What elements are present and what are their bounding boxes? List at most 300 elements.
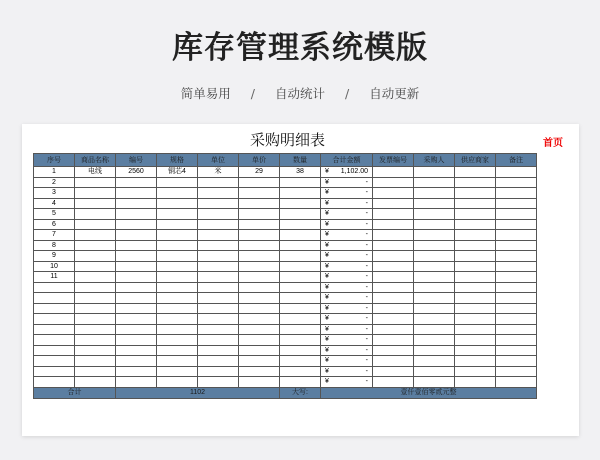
amount-cell[interactable] <box>321 314 373 325</box>
table-cell[interactable] <box>75 282 116 293</box>
table-cell[interactable] <box>455 314 496 325</box>
separator: / <box>345 86 350 101</box>
table-cell[interactable] <box>75 303 116 314</box>
column-header: 单价 <box>239 154 280 167</box>
table-cell[interactable] <box>116 377 157 388</box>
table-cell[interactable] <box>373 219 414 230</box>
table-cell[interactable] <box>116 282 157 293</box>
table-cell[interactable] <box>280 345 321 356</box>
table-cell[interactable] <box>116 366 157 377</box>
amount-cell[interactable] <box>321 219 373 230</box>
table-cell[interactable] <box>75 345 116 356</box>
table-cell[interactable] <box>455 356 496 367</box>
table-cell[interactable] <box>75 324 116 335</box>
table-cell[interactable] <box>239 366 280 377</box>
table-cell[interactable] <box>239 272 280 283</box>
table-cell[interactable] <box>198 324 239 335</box>
table-cell[interactable] <box>496 230 537 241</box>
table-cell[interactable] <box>157 240 198 251</box>
amount-cell[interactable] <box>321 251 373 262</box>
table-cell[interactable] <box>198 272 239 283</box>
amount-cell[interactable] <box>321 345 373 356</box>
amount-cell[interactable] <box>321 356 373 367</box>
total-qty: 1102 <box>116 387 280 398</box>
table-cell[interactable] <box>414 230 455 241</box>
currency-symbol: ¥ <box>325 168 329 176</box>
table-cell[interactable] <box>373 356 414 367</box>
table-cell[interactable]: 6 <box>34 219 75 230</box>
table-cell[interactable] <box>34 377 75 388</box>
table-cell[interactable] <box>373 198 414 209</box>
table-cell[interactable] <box>198 188 239 199</box>
table-cell[interactable] <box>280 188 321 199</box>
table-cell[interactable] <box>455 366 496 377</box>
table-cell[interactable] <box>239 282 280 293</box>
table-cell[interactable] <box>75 198 116 209</box>
table-cell[interactable] <box>496 261 537 272</box>
amount-cell[interactable] <box>321 335 373 346</box>
table-cell[interactable]: 米 <box>198 167 239 178</box>
table-cell[interactable] <box>116 314 157 325</box>
column-header: 单位 <box>198 154 239 167</box>
table-cell[interactable] <box>414 177 455 188</box>
table-cell[interactable] <box>373 293 414 304</box>
table-cell[interactable] <box>373 240 414 251</box>
table-cell[interactable]: 电线 <box>75 167 116 178</box>
table-cell[interactable] <box>496 209 537 220</box>
table-cell[interactable] <box>280 282 321 293</box>
table-cell[interactable] <box>198 303 239 314</box>
table-row <box>34 366 537 377</box>
table-cell[interactable] <box>75 293 116 304</box>
table-cell[interactable] <box>496 345 537 356</box>
table-row <box>34 188 537 199</box>
column-header: 商品名称 <box>75 154 116 167</box>
table-cell[interactable] <box>75 314 116 325</box>
table-row <box>34 345 537 356</box>
table-cell[interactable] <box>157 324 198 335</box>
table-cell[interactable]: 8 <box>34 240 75 251</box>
table-cell[interactable] <box>280 261 321 272</box>
table-cell[interactable] <box>414 345 455 356</box>
table-cell[interactable] <box>496 251 537 262</box>
amount-value: - <box>365 199 368 207</box>
amount-cell[interactable] <box>321 366 373 377</box>
table-cell[interactable] <box>496 167 537 178</box>
currency-symbol: ¥ <box>325 336 329 344</box>
table-cell[interactable] <box>157 198 198 209</box>
table-cell[interactable] <box>75 335 116 346</box>
table-cell[interactable] <box>198 282 239 293</box>
table-cell[interactable] <box>373 167 414 178</box>
currency-symbol: ¥ <box>325 262 329 270</box>
amount-cell[interactable] <box>321 167 373 178</box>
spreadsheet-panel <box>22 124 579 436</box>
amount-value: - <box>365 304 368 312</box>
table-cell[interactable] <box>75 209 116 220</box>
table-cell[interactable] <box>116 324 157 335</box>
table-cell[interactable] <box>75 356 116 367</box>
currency-symbol: ¥ <box>325 378 329 386</box>
table-cell[interactable] <box>157 209 198 220</box>
table-cell[interactable] <box>414 167 455 178</box>
table-cell[interactable] <box>280 366 321 377</box>
table-cell[interactable] <box>455 209 496 220</box>
table-cell[interactable] <box>414 219 455 230</box>
table-cell[interactable] <box>414 282 455 293</box>
table-cell[interactable] <box>373 335 414 346</box>
table-cell[interactable] <box>496 272 537 283</box>
table-cell[interactable] <box>157 293 198 304</box>
table-cell[interactable] <box>157 303 198 314</box>
table-cell[interactable] <box>116 198 157 209</box>
table-cell[interactable] <box>198 209 239 220</box>
table-cell[interactable] <box>496 219 537 230</box>
table-cell[interactable] <box>239 230 280 241</box>
table-cell[interactable] <box>198 377 239 388</box>
table-cell[interactable] <box>455 261 496 272</box>
currency-symbol: ¥ <box>325 346 329 354</box>
amount-cell[interactable] <box>321 377 373 388</box>
table-cell[interactable] <box>280 272 321 283</box>
table-row <box>34 303 537 314</box>
table-cell[interactable] <box>414 272 455 283</box>
table-cell[interactable] <box>239 261 280 272</box>
table-cell[interactable] <box>414 251 455 262</box>
table-cell[interactable] <box>414 293 455 304</box>
table-cell[interactable] <box>373 272 414 283</box>
table-cell[interactable] <box>280 219 321 230</box>
table-cell[interactable] <box>157 377 198 388</box>
table-cell[interactable] <box>116 261 157 272</box>
table-cell[interactable] <box>496 303 537 314</box>
table-cell[interactable] <box>116 219 157 230</box>
table-cell[interactable] <box>239 377 280 388</box>
table-cell[interactable] <box>280 324 321 335</box>
amount-cell[interactable] <box>321 177 373 188</box>
table-cell[interactable] <box>75 240 116 251</box>
table-cell[interactable] <box>157 366 198 377</box>
table-cell[interactable] <box>280 356 321 367</box>
table-cell[interactable] <box>496 314 537 325</box>
table-cell[interactable] <box>414 198 455 209</box>
table-cell[interactable] <box>373 282 414 293</box>
table-row <box>34 219 537 230</box>
table-cell[interactable] <box>280 230 321 241</box>
table-cell[interactable] <box>496 240 537 251</box>
table-cell[interactable] <box>373 177 414 188</box>
amount-value: - <box>365 220 368 228</box>
table-cell[interactable] <box>496 293 537 304</box>
table-cell[interactable] <box>414 261 455 272</box>
table-cell[interactable]: 29 <box>239 167 280 178</box>
table-cell[interactable] <box>373 261 414 272</box>
table-cell[interactable] <box>157 251 198 262</box>
table-cell[interactable] <box>239 240 280 251</box>
table-cell[interactable] <box>75 188 116 199</box>
table-cell[interactable] <box>157 335 198 346</box>
table-cell[interactable] <box>373 366 414 377</box>
column-header: 编号 <box>116 154 157 167</box>
table-cell[interactable] <box>280 177 321 188</box>
amount-cell[interactable] <box>321 303 373 314</box>
amount-value: - <box>365 241 368 249</box>
table-cell[interactable] <box>455 198 496 209</box>
amount-cell[interactable] <box>321 209 373 220</box>
table-cell[interactable] <box>116 335 157 346</box>
table-cell[interactable] <box>198 198 239 209</box>
table-cell[interactable] <box>239 219 280 230</box>
amount-cell[interactable] <box>321 230 373 241</box>
table-cell[interactable] <box>116 240 157 251</box>
table-cell[interactable]: 4 <box>34 198 75 209</box>
table-cell[interactable]: 3 <box>34 188 75 199</box>
feature-item: 自动统计 <box>274 86 325 101</box>
currency-symbol: ¥ <box>325 189 329 197</box>
table-cell[interactable]: 7 <box>34 230 75 241</box>
table-cell[interactable] <box>414 324 455 335</box>
table-cell[interactable] <box>455 282 496 293</box>
table-row <box>34 167 537 178</box>
table-cell[interactable] <box>373 188 414 199</box>
table-cell[interactable] <box>414 366 455 377</box>
table-cell[interactable] <box>455 177 496 188</box>
table-cell[interactable] <box>239 303 280 314</box>
table-cell[interactable] <box>239 251 280 262</box>
table-cell[interactable] <box>239 293 280 304</box>
table-cell[interactable] <box>373 314 414 325</box>
table-cell[interactable] <box>373 209 414 220</box>
table-cell[interactable] <box>239 356 280 367</box>
table-cell[interactable] <box>496 377 537 388</box>
table-cell[interactable] <box>34 324 75 335</box>
currency-symbol: ¥ <box>325 241 329 249</box>
table-row <box>34 177 537 188</box>
table-cell[interactable] <box>239 198 280 209</box>
table-cell[interactable] <box>75 177 116 188</box>
amount-cell[interactable] <box>321 188 373 199</box>
table-cell[interactable] <box>75 366 116 377</box>
table-cell[interactable] <box>34 293 75 304</box>
table-cell[interactable] <box>280 240 321 251</box>
currency-symbol: ¥ <box>325 325 329 333</box>
table-cell[interactable]: 38 <box>280 167 321 178</box>
amount-cell[interactable] <box>321 198 373 209</box>
sheet-title: 采购明细表 <box>249 131 325 149</box>
table-cell[interactable] <box>198 177 239 188</box>
amount-cell[interactable] <box>321 272 373 283</box>
amount-cell[interactable] <box>321 324 373 335</box>
table-cell[interactable] <box>280 314 321 325</box>
table-cell[interactable] <box>34 345 75 356</box>
table-cell[interactable] <box>455 377 496 388</box>
feature-item: 自动更新 <box>369 86 420 101</box>
table-cell[interactable] <box>455 303 496 314</box>
table-cell[interactable]: 9 <box>34 251 75 262</box>
table-cell[interactable] <box>157 356 198 367</box>
table-cell[interactable] <box>198 240 239 251</box>
table-cell[interactable]: 2560 <box>116 167 157 178</box>
amount-cell[interactable] <box>321 240 373 251</box>
table-cell[interactable]: 10 <box>34 261 75 272</box>
table-cell[interactable] <box>455 251 496 262</box>
table-cell[interactable] <box>239 209 280 220</box>
table-row <box>34 230 537 241</box>
table-cell[interactable] <box>116 177 157 188</box>
table-cell[interactable] <box>75 272 116 283</box>
table-cell[interactable] <box>116 272 157 283</box>
amount-value: - <box>365 273 368 281</box>
amount-cell[interactable] <box>321 293 373 304</box>
table-cell[interactable] <box>496 177 537 188</box>
table-cell[interactable] <box>280 377 321 388</box>
table-cell[interactable] <box>198 366 239 377</box>
table-cell[interactable] <box>373 345 414 356</box>
table-cell[interactable] <box>455 324 496 335</box>
table-cell[interactable] <box>239 345 280 356</box>
table-row <box>34 293 537 304</box>
table-cell[interactable] <box>239 314 280 325</box>
table-cell[interactable] <box>455 272 496 283</box>
table-cell[interactable]: 铜芯4 <box>157 167 198 178</box>
home-link[interactable]: 首页 <box>543 138 563 149</box>
table-cell[interactable] <box>455 188 496 199</box>
amount-value: - <box>365 336 368 344</box>
table-cell[interactable] <box>414 314 455 325</box>
amount-value: - <box>365 325 368 333</box>
table-cell[interactable] <box>34 366 75 377</box>
table-cell[interactable] <box>198 335 239 346</box>
table-cell[interactable] <box>116 230 157 241</box>
table-cell[interactable] <box>280 209 321 220</box>
table-cell[interactable] <box>373 230 414 241</box>
table-cell[interactable] <box>280 303 321 314</box>
table-cell[interactable] <box>198 314 239 325</box>
table-cell[interactable] <box>455 230 496 241</box>
table-cell[interactable] <box>157 282 198 293</box>
table-cell[interactable] <box>157 261 198 272</box>
table-cell[interactable] <box>116 251 157 262</box>
table-cell[interactable] <box>198 251 239 262</box>
table-cell[interactable] <box>496 282 537 293</box>
table-cell[interactable]: 2 <box>34 177 75 188</box>
table-cell[interactable] <box>75 251 116 262</box>
table-cell[interactable] <box>75 230 116 241</box>
currency-symbol: ¥ <box>325 357 329 365</box>
table-cell[interactable] <box>496 356 537 367</box>
table-cell[interactable] <box>157 230 198 241</box>
table-cell[interactable] <box>239 188 280 199</box>
table-cell[interactable] <box>414 209 455 220</box>
amount-cell[interactable] <box>321 282 373 293</box>
table-cell[interactable] <box>239 177 280 188</box>
table-cell[interactable] <box>198 219 239 230</box>
table-cell[interactable] <box>116 303 157 314</box>
table-cell[interactable] <box>34 356 75 367</box>
table-cell[interactable] <box>455 240 496 251</box>
amount-cell[interactable] <box>321 261 373 272</box>
table-cell[interactable] <box>116 209 157 220</box>
table-cell[interactable] <box>75 377 116 388</box>
table-cell[interactable] <box>414 377 455 388</box>
table-cell[interactable] <box>198 230 239 241</box>
table-cell[interactable] <box>373 324 414 335</box>
table-cell[interactable] <box>157 345 198 356</box>
table-cell[interactable] <box>34 335 75 346</box>
table-cell[interactable]: 11 <box>34 272 75 283</box>
table-cell[interactable] <box>414 188 455 199</box>
table-cell[interactable] <box>157 177 198 188</box>
table-cell[interactable] <box>280 251 321 262</box>
feature-item: 简单易用 <box>180 86 231 101</box>
amount-value: - <box>365 346 368 354</box>
table-cell[interactable] <box>157 219 198 230</box>
table-cell[interactable] <box>414 356 455 367</box>
currency-symbol: ¥ <box>325 315 329 323</box>
table-cell[interactable] <box>198 261 239 272</box>
table-cell[interactable] <box>373 377 414 388</box>
table-cell[interactable] <box>280 198 321 209</box>
table-cell[interactable] <box>455 167 496 178</box>
currency-symbol: ¥ <box>325 220 329 228</box>
table-cell[interactable] <box>34 303 75 314</box>
table-cell[interactable] <box>116 356 157 367</box>
table-cell[interactable] <box>373 303 414 314</box>
table-cell[interactable] <box>455 345 496 356</box>
uppercase-amount: 壹仟壹佰零贰元整 <box>321 387 537 398</box>
total-label: 合计 <box>34 387 116 398</box>
table-cell[interactable] <box>496 335 537 346</box>
table-cell[interactable] <box>198 356 239 367</box>
table-cell[interactable]: 1 <box>34 167 75 178</box>
column-header: 数量 <box>280 154 321 167</box>
table-cell[interactable] <box>157 188 198 199</box>
amount-value: - <box>365 189 368 197</box>
table-cell[interactable] <box>34 282 75 293</box>
table-cell[interactable] <box>455 219 496 230</box>
table-cell[interactable] <box>455 335 496 346</box>
currency-symbol: ¥ <box>325 210 329 218</box>
table-cell[interactable] <box>496 366 537 377</box>
table-cell[interactable] <box>280 335 321 346</box>
table-cell[interactable] <box>157 272 198 283</box>
table-body <box>34 167 537 388</box>
table-cell[interactable] <box>157 314 198 325</box>
table-cell[interactable] <box>414 240 455 251</box>
table-cell[interactable] <box>34 314 75 325</box>
table-cell[interactable] <box>239 324 280 335</box>
table-cell[interactable] <box>373 251 414 262</box>
table-cell[interactable] <box>198 293 239 304</box>
currency-symbol: ¥ <box>325 273 329 281</box>
table-cell[interactable] <box>198 345 239 356</box>
table-cell[interactable] <box>75 261 116 272</box>
table-cell[interactable] <box>414 303 455 314</box>
table-cell[interactable] <box>239 335 280 346</box>
table-cell[interactable] <box>496 188 537 199</box>
table-cell[interactable] <box>75 219 116 230</box>
table-cell[interactable] <box>455 293 496 304</box>
table-cell[interactable] <box>496 198 537 209</box>
table-cell[interactable] <box>116 188 157 199</box>
table-cell[interactable] <box>414 335 455 346</box>
table-cell[interactable] <box>496 324 537 335</box>
table-cell[interactable] <box>116 293 157 304</box>
amount-value: - <box>365 252 368 260</box>
table-cell[interactable] <box>280 293 321 304</box>
table-cell[interactable] <box>116 345 157 356</box>
table-cell[interactable]: 5 <box>34 209 75 220</box>
